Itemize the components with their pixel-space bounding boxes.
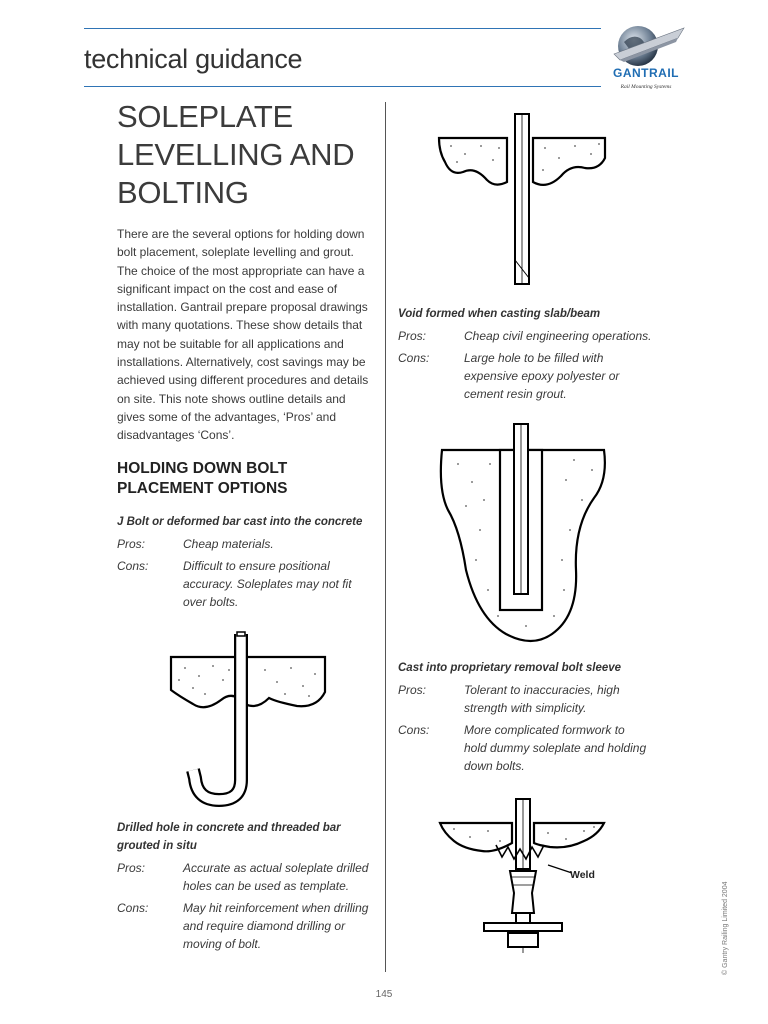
column-divider xyxy=(385,102,386,972)
cons-text-line: over bolts. xyxy=(183,595,239,609)
pros-text xyxy=(464,327,651,345)
cons-text xyxy=(464,349,619,403)
j-bolt-diagram xyxy=(165,630,335,810)
cons-text-line: Difficult to ensure positional xyxy=(183,559,330,573)
pros-label: Pros: xyxy=(117,537,146,551)
weld-label: Weld xyxy=(570,869,595,881)
option-title-j-bolt: J Bolt or deformed bar cast into the concrete xyxy=(117,516,363,528)
cons-row-void-formed xyxy=(398,349,678,403)
option-title-line: grouted in situ xyxy=(117,840,197,852)
pros-text-line: Tolerant to inaccuracies, high xyxy=(464,683,620,697)
logo-wordmark: GANTRAIL xyxy=(613,66,679,80)
cons-text-line: cement resin grout. xyxy=(464,387,567,401)
cons-label: Cons: xyxy=(398,351,430,365)
cons-text xyxy=(183,557,352,611)
pros-text-line: Accurate as actual soleplate drilled xyxy=(183,861,369,875)
drilled-hole-diagram xyxy=(435,110,615,290)
cons-text-line: down bolts. xyxy=(464,759,525,773)
section-heading xyxy=(117,459,377,499)
void-formed-diagram xyxy=(436,420,611,650)
pros-label: Pros: xyxy=(398,683,427,697)
header-title: technical guidance xyxy=(84,44,303,74)
cons-label: Cons: xyxy=(398,723,430,737)
pros-row-drilled-hole xyxy=(117,859,377,895)
pros-text-line: strength with simplicity. xyxy=(464,701,587,715)
page-title-line: LEVELLING AND xyxy=(117,137,355,172)
cons-row-bolt-sleeve xyxy=(398,721,678,775)
page-title-line: BOLTING xyxy=(117,175,249,210)
cons-text-line: moving of bolt. xyxy=(183,937,262,951)
pros-text-line: Cheap materials. xyxy=(183,537,274,551)
header-bottom-rule xyxy=(84,86,601,87)
pros-label: Pros: xyxy=(398,329,427,343)
page-title-line: SOLEPLATE xyxy=(117,99,293,134)
page-number: 145 xyxy=(375,989,393,1000)
option-title-void-formed: Void formed when casting slab/beam xyxy=(398,308,601,320)
cons-text xyxy=(183,899,368,953)
cons-text-line: Large hole to be filled with xyxy=(464,351,604,365)
header-top-rule xyxy=(84,28,601,29)
cons-text-line: and require diamond drilling or xyxy=(183,919,346,933)
pros-text-line: Cheap civil engineering operations. xyxy=(464,329,652,343)
cons-row-j-bolt xyxy=(117,557,377,611)
logo-tagline: Rail Mounting Systems xyxy=(620,84,672,90)
intro-paragraph: There are the several options for holding down bolt placement, soleplate levelling and grout. The choice of the most appropriate can have a significant impact on the cost and ease of installation. Gantrail prepare proposal drawings with many quotations. These show details that may not be suitable for all applications and installations. Alternatively, cost savings may be achieved using different procedures and details on site. This note shows outline details and gives some of the advantages, ‘Pros’ and disadvantages ‘Cons’. xyxy=(117,227,369,443)
pros-text xyxy=(183,535,274,553)
pros-text-line: holes can be used as template. xyxy=(183,879,350,893)
pros-row-void-formed xyxy=(398,327,678,345)
cons-text-line: accuracy. Soleplates may not fit xyxy=(183,577,352,591)
copyright-notice: © Gantry Railing Limited 2004 xyxy=(722,881,729,975)
option-title-drilled-hole xyxy=(117,819,377,855)
pros-label: Pros: xyxy=(117,861,146,875)
pros-row-j-bolt xyxy=(117,535,377,553)
cons-label: Cons: xyxy=(117,901,149,915)
cons-label: Cons: xyxy=(117,559,149,573)
page-title xyxy=(117,98,377,212)
option-title-bolt-sleeve: Cast into proprietary removal bolt sleeve xyxy=(398,662,622,674)
pros-row-bolt-sleeve xyxy=(398,681,678,717)
cons-text-line: hold dummy soleplate and holding xyxy=(464,741,647,755)
cons-text-line: May hit reinforcement when drilling xyxy=(183,901,369,915)
cons-row-drilled-hole xyxy=(117,899,377,953)
cons-text-line: More complicated formwork to xyxy=(464,723,625,737)
section-heading-line: HOLDING DOWN BOLT xyxy=(117,460,288,477)
section-heading-line: PLACEMENT OPTIONS xyxy=(117,480,288,497)
pros-text xyxy=(183,859,368,895)
option-title-line: Drilled hole in concrete and threaded bar xyxy=(117,822,341,834)
pros-text xyxy=(464,681,620,717)
cons-text xyxy=(464,721,646,775)
cons-text-line: expensive epoxy polyester or xyxy=(464,369,620,383)
